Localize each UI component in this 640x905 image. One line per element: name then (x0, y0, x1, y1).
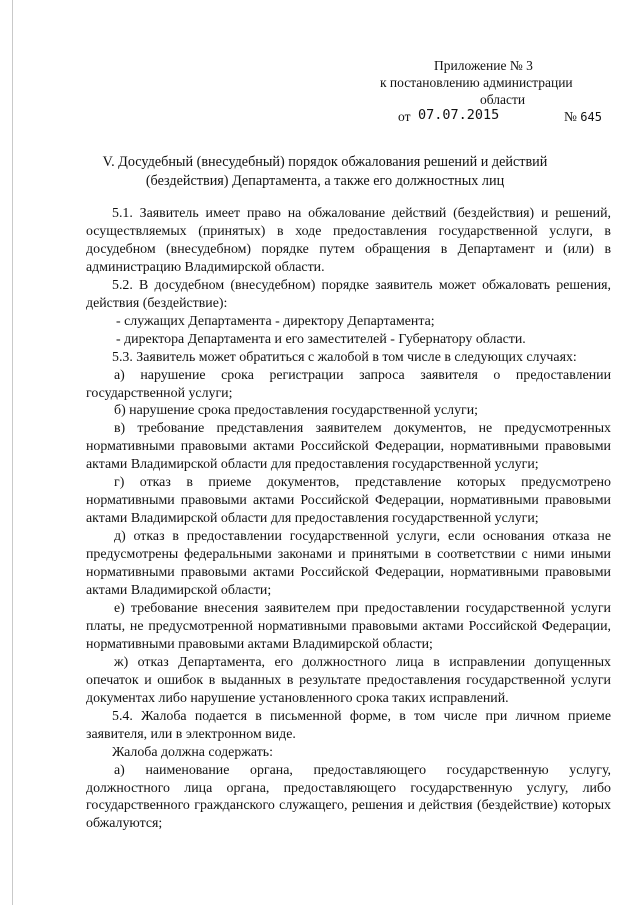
decree-date: 07.07.2015 (418, 107, 500, 123)
case-zh: ж) отказ Департамента, его должностного лица в исправлении допущенных опечаток и ошибок в выданных в результате предоставления государственной услуги документах либо нарушение установленного срока таких исправлений. (86, 654, 611, 706)
scan-edge-line (12, 0, 13, 905)
case-d: д) отказ в предоставлении государственной услуги, если основания отказа не предусмотрены федеральными законами и принятыми в соответствии с ними иными нормативными правовыми актами Российской Федерации, нормативными правовыми актами Владимирской области; (86, 529, 611, 599)
document-body (86, 205, 611, 833)
case-v: в) требование представления заявителем документов, не предусмотренных нормативными правовыми актами Российской Федерации, нормативными правовыми актами Владимирской области для предоставления государственной услуги; (86, 421, 611, 473)
heading-line-1: V. Досудебный (внесудебный) порядок обжалования решений и действий (102, 154, 548, 170)
case-e: е) требование внесения заявителем при предоставлении государственной услуги платы, не предусмотренной нормативными правовыми актами Российской Федерации, нормативными правовыми актами Владимирской области; (86, 600, 611, 652)
complaint-item-a: а) наименование органа, предоставляющего государственную услугу, должностного лица органа, предоставляющего государственную услугу, либо государственного гражданского служащего, решения и действия (бездействие) которых обжалуются; (86, 762, 611, 832)
complaint-contents-intro: Жалоба должна содержать: (112, 744, 273, 760)
appendix-reference: к постановлению администрации (380, 75, 573, 90)
case-g: г) отказ в приеме документов, представление которых предусмотрено нормативными правовыми актами Российской Федерации, нормативными правовыми актами Владимирской области для предоставления государственной услуги; (86, 475, 611, 527)
case-a: а) нарушение срока регистрации запроса заявителя о предоставлении государственной услуги; (86, 367, 611, 401)
number-prefix: № (564, 109, 577, 124)
number-value: 645 (580, 110, 602, 124)
list-item-director: - директора Департамента и его заместителей - Губернатору области. (116, 331, 526, 347)
paragraph-5-4: 5.4. Жалоба подается в письменной форме, в том числе при личном приеме заявителя, или в электронном виде. (86, 708, 611, 742)
decree-number (564, 108, 602, 126)
appendix-date-line (380, 108, 608, 126)
paragraph-5-2: 5.2. В досудебном (внесудебном) порядке заявитель может обжаловать решения, действия (бездействие): (86, 277, 611, 311)
appendix-title: Приложение № 3 (434, 58, 533, 73)
heading-line-2: (бездействия) Департамента, а также его должностных лиц (145, 173, 505, 189)
appendix-block (380, 57, 608, 126)
paragraph-5-1: 5.1. Заявитель имеет право на обжалование действий (бездействия) и решений, осуществляемых (принятых) в ходе предоставления государственной услуги, в досудебном (внесудебном) порядке путем обращения в Департамент и (или) в администрацию Владимирской области. (86, 206, 611, 275)
case-b: б) нарушение срока предоставления государственной услуги; (114, 403, 479, 419)
appendix-region: области (480, 92, 526, 107)
paragraph-5-3: 5.3. Заявитель может обратиться с жалобой в том числе в следующих случаях: (112, 349, 577, 365)
list-item-employees: - служащих Департамента - директору Департамента; (116, 313, 435, 329)
date-prefix: от (398, 109, 411, 124)
section-heading (80, 153, 570, 191)
